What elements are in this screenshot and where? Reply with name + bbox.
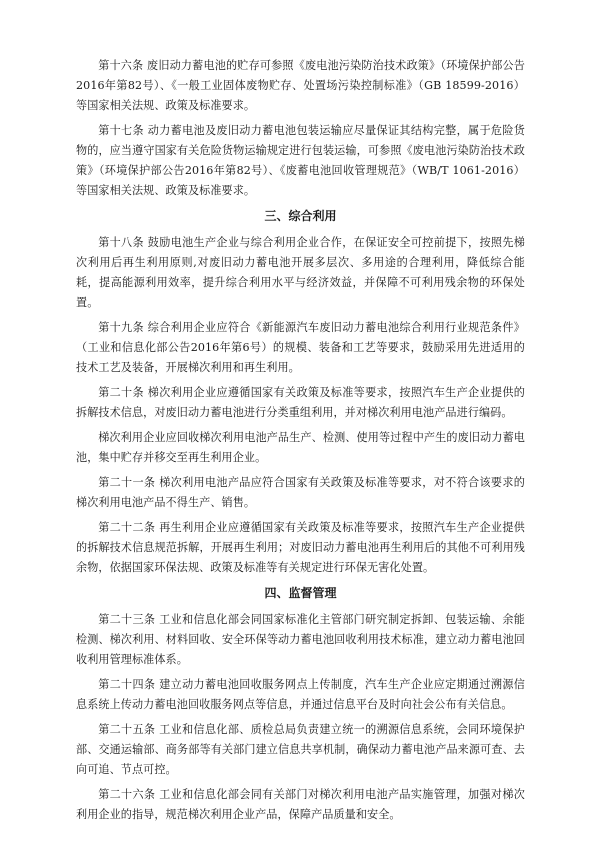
article-21-paragraph: 第二十一条 梯次利用电池产品应符合国家有关政策及标准等要求，对不符合该要求的梯次利用电池产品不得生产、销售。 bbox=[76, 476, 525, 509]
section-4-heading: 四、监督管理 bbox=[264, 586, 337, 600]
article-22-paragraph: 第二十二条 再生利用企业应遵循国家有关政策及标准等要求，按照汽车生产企业提供的拆解技术信息规范拆解，开展再生利用；对废旧动力蓄电池再生利用后的其他不可利用残余物，依据国家环保法规、政策及标准等有关规定进行环保无害化处置。 bbox=[76, 521, 525, 574]
article-19-paragraph: 第十九条 综合利用企业应符合《新能源汽车废旧动力蓄电池综合利用行业规范条件》（工业和信息化部公告2016年第6号）的规模、装备和工艺等要求，鼓励采用先进适用的技术工艺及装备，开展梯次利用和再生利用。 bbox=[76, 321, 525, 374]
article-23-paragraph: 第二十三条 工业和信息化部会同国家标准化主管部门研究制定拆卸、包装运输、余能检测、梯次利用、材料回收、安全环保等动力蓄电池回收利用技术标准，建立动力蓄电池回收利用管理标准体系。 bbox=[76, 613, 525, 666]
section-3-heading: 三、综合利用 bbox=[264, 209, 337, 223]
article-17-paragraph: 第十七条 动力蓄电池及废旧动力蓄电池包装运输应尽量保证其结构完整，属于危险货物的，应当遵守国家有关危险货物运输规定进行包装运输，可参照《废电池污染防治技术政策》（环境保护部公告2016年第82号）、《废蓄电池回收管理规范》（WB/T 1061-2016）等国家相关法规、政策及标准要求。 bbox=[76, 124, 525, 197]
article-18-paragraph: 第十八条 鼓励电池生产企业与综合利用企业合作，在保证安全可控前提下，按照先梯次利用后再生利用原则,对废旧动力蓄电池开展多层次、多用途的合理利用，降低综合能耗，提高能源利用效率，提升综合利用水平与经济效益，并保障不可利用残余物的环保处置。 bbox=[76, 236, 525, 309]
article-24-paragraph: 第二十四条 建立动力蓄电池回收服务网点上传制度，汽车生产企业应定期通过溯源信息系统上传动力蓄电池回收服务网点等信息，并通过信息平台及时向社会公布有关信息。 bbox=[76, 678, 525, 711]
article-26-paragraph: 第二十六条 工业和信息化部会同有关部门对梯次利用电池产品实施管理，加强对梯次利用企业的指导，规范梯次利用企业产品，保障产品质量和安全。 bbox=[76, 788, 525, 821]
article-20-paragraph: 第二十条 梯次利用企业应遵循国家有关政策及标准等要求，按照汽车生产企业提供的拆解技术信息，对废旧动力蓄电池进行分类重组利用，并对梯次利用电池产品进行编码。 bbox=[76, 386, 525, 419]
article-25-paragraph: 第二十五条 工业和信息化部、质检总局负责建立统一的溯源信息系统，会同环境保护部、交通运输部、商务部等有关部门建立信息共享机制，确保动力蓄电池产品来源可查、去向可追、节点可控。 bbox=[76, 723, 525, 776]
article-16-paragraph: 第十六条 废旧动力蓄电池的贮存可参照《废电池污染防治技术政策》（环境保护部公告2016年第82号）、《一般工业固体废物贮存、处置场污染控制标准》（GB 18599-2016）等国家相关法规、政策及标准要求。 bbox=[76, 59, 525, 112]
article-20-cont-paragraph: 梯次利用企业应回收梯次利用电池产品生产、检测、使用等过程中产生的废旧动力蓄电池，集中贮存并移交至再生利用企业。 bbox=[76, 431, 525, 464]
